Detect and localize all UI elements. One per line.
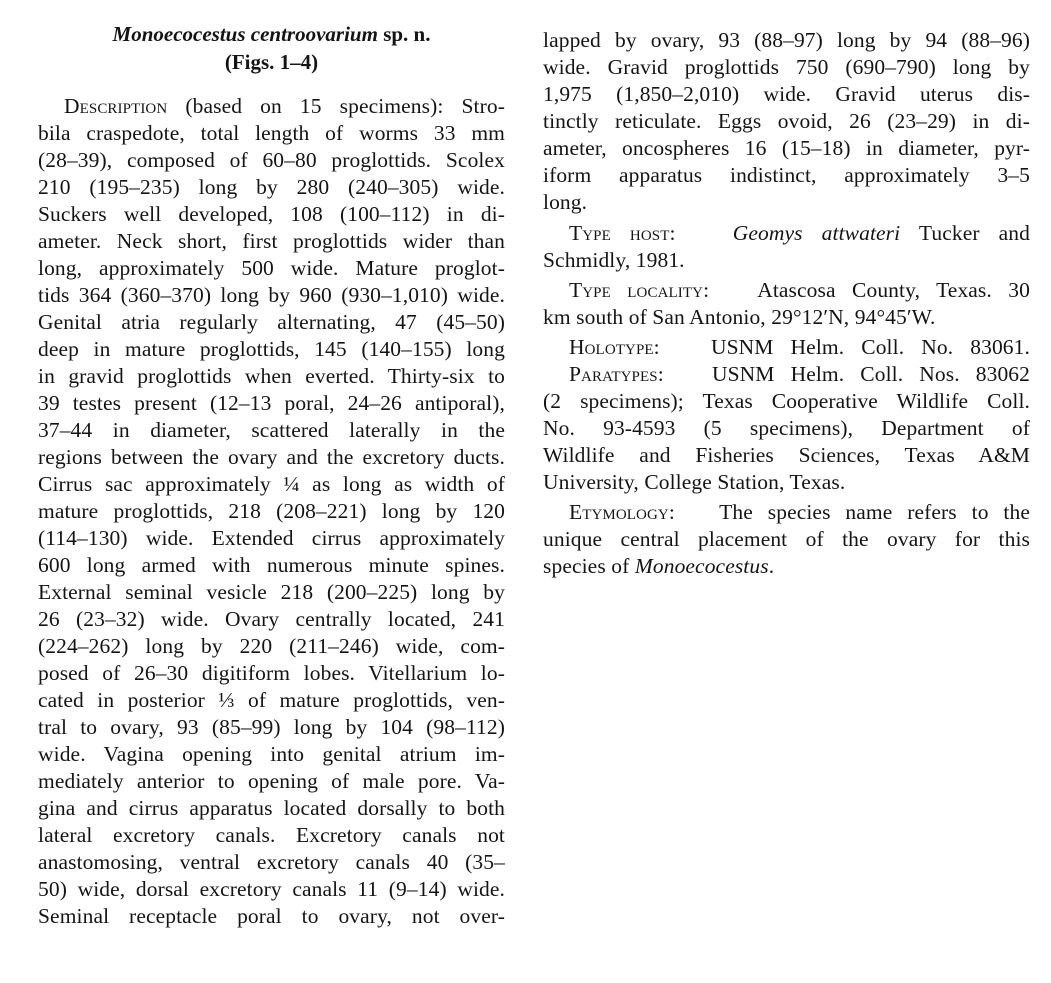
description-line: (28–39), composed of 60–80 proglottids. Scolex — [38, 148, 505, 172]
paratypes-line-5: University, College Station, Texas. — [543, 470, 846, 494]
description-line: tinctly reticulate. Eggs ovoid, 26 (23–29) in di- — [543, 109, 1030, 133]
species-name: Monoecocestus centroovarium — [112, 22, 378, 46]
type-host-species: Geomys attwateri — [732, 221, 901, 245]
species-heading — [38, 20, 505, 48]
etymology-genus: Monoecocestus — [634, 554, 769, 578]
description-line: Genital atria regularly alternating, 47 (45–50) — [38, 310, 505, 334]
species-suffix: sp. n. — [377, 22, 431, 46]
description-line: 37–44 in diameter, scattered laterally in the — [38, 418, 505, 442]
description-text: (based on 15 specimens): Stro- — [167, 94, 505, 118]
description-line: posed of 26–30 digitiform lobes. Vitellarium lo- — [38, 661, 505, 685]
description-line: tral to ovary, 93 (85–99) long by 104 (98–112) — [38, 715, 505, 739]
description-line: 50) wide, dorsal excretory canals 11 (9–14) wide. — [38, 877, 505, 901]
type-host-authority: Tucker and — [900, 221, 1030, 245]
description-line: lapped by ovary, 93 (88–97) long by 94 (88–96) — [543, 28, 1030, 52]
description-line: wide. Gravid proglottids 750 (690–790) long by — [543, 55, 1030, 79]
type-host-label: Type host: — [569, 221, 676, 245]
paratypes-label: Paratypes: — [569, 362, 664, 386]
description-line: 600 long armed with numerous minute spines. — [38, 553, 505, 577]
paratypes-text: USNM Helm. Coll. Nos. 83062 — [711, 362, 1030, 386]
description-line: mediately anterior to opening of male pore. Va- — [38, 769, 505, 793]
type-locality-line — [543, 277, 1030, 304]
description-line: deep in mature proglottids, 145 (140–155) long — [38, 337, 505, 361]
paratypes-line — [543, 361, 1030, 388]
description-line: ameter, oncospheres 16 (15–18) in diameter, pyr- — [543, 136, 1030, 160]
type-host-line — [543, 220, 1030, 247]
etymology-line-2: unique central placement of the ovary for this — [543, 527, 1030, 551]
description-line: Seminal receptacle poral to ovary, not over- — [38, 904, 505, 928]
etymology-line — [543, 499, 1030, 526]
etymology-suffix: . — [768, 554, 775, 578]
description-line: regions between the ovary and the excretory ducts. — [38, 445, 505, 469]
paratypes-line-3: No. 93-4593 (5 specimens), Department of — [543, 416, 1030, 440]
type-locality-label: Type locality: — [569, 278, 710, 302]
description-line: cated in posterior ⅓ of mature proglottids, ven- — [38, 688, 505, 712]
description-line: Suckers well developed, 108 (100–112) in di- — [38, 202, 505, 226]
description-line: gina and cirrus apparatus located dorsally to both — [38, 796, 505, 820]
type-host-line-2: Schmidly, 1981. — [543, 248, 685, 272]
description-line: iform apparatus indistinct, approximately 3–5 — [543, 163, 1030, 187]
paratypes-line-2: (2 specimens); Texas Cooperative Wildlife Coll. — [543, 389, 1030, 413]
description-line: 39 testes present (12–13 poral, 24–26 antiporal), — [38, 391, 505, 415]
paratypes-line-4: Wildlife and Fisheries Sciences, Texas A&M — [543, 443, 1030, 467]
description-line: (224–262) long by 220 (211–246) wide, com- — [38, 634, 505, 658]
description-line: long, approximately 500 wide. Mature proglot- — [38, 256, 505, 280]
holotype-line — [543, 334, 1030, 361]
figures-reference: (Figs. 1–4) — [224, 50, 319, 74]
type-locality-text: Atascosa County, Texas. 30 — [757, 278, 1030, 302]
description-line: in gravid proglottids when everted. Thirty-six to — [38, 364, 505, 388]
type-locality-line-2: km south of San Antonio, 29°12′N, 94°45′W. — [543, 305, 936, 329]
description-line: 26 (23–32) wide. Ovary centrally located, 241 — [38, 607, 505, 631]
description-line: ameter. Neck short, first proglottids wider than — [38, 229, 505, 253]
description-line: (114–130) wide. Extended cirrus approximately — [38, 526, 505, 550]
description-line: wide. Vagina opening into genital atrium im- — [38, 742, 505, 766]
description-line: mature proglottids, 218 (208–221) long by 120 — [38, 499, 505, 523]
etymology-line-3 — [543, 553, 1030, 580]
description-line: anastomosing, ventral excretory canals 40 (35– — [38, 850, 505, 874]
description-line: tids 364 (360–370) long by 960 (930–1,010) wide. — [38, 283, 505, 307]
description-label: Description — [64, 94, 168, 118]
description-line: long. — [543, 190, 588, 214]
holotype-text: USNM Helm. Coll. No. 83061. — [710, 335, 1030, 359]
holotype-label: Holotype: — [569, 335, 660, 359]
etymology-text: The species name refers to the — [719, 500, 1030, 524]
description-line: lateral excretory canals. Excretory canals not — [38, 823, 505, 847]
etymology-label: Etymology: — [569, 500, 675, 524]
description-line: bila craspedote, total length of worms 33 mm — [38, 121, 505, 145]
description-line: External seminal vesicle 218 (200–225) long by — [38, 580, 505, 604]
description-line: Cirrus sac approximately ¼ as long as width of — [38, 472, 505, 496]
description-line — [38, 93, 505, 120]
description-line: 210 (195–235) long by 280 (240–305) wide. — [38, 175, 505, 199]
description-line: 1,975 (1,850–2,010) wide. Gravid uterus dis- — [543, 82, 1030, 106]
etymology-prefix: species of — [543, 554, 635, 578]
